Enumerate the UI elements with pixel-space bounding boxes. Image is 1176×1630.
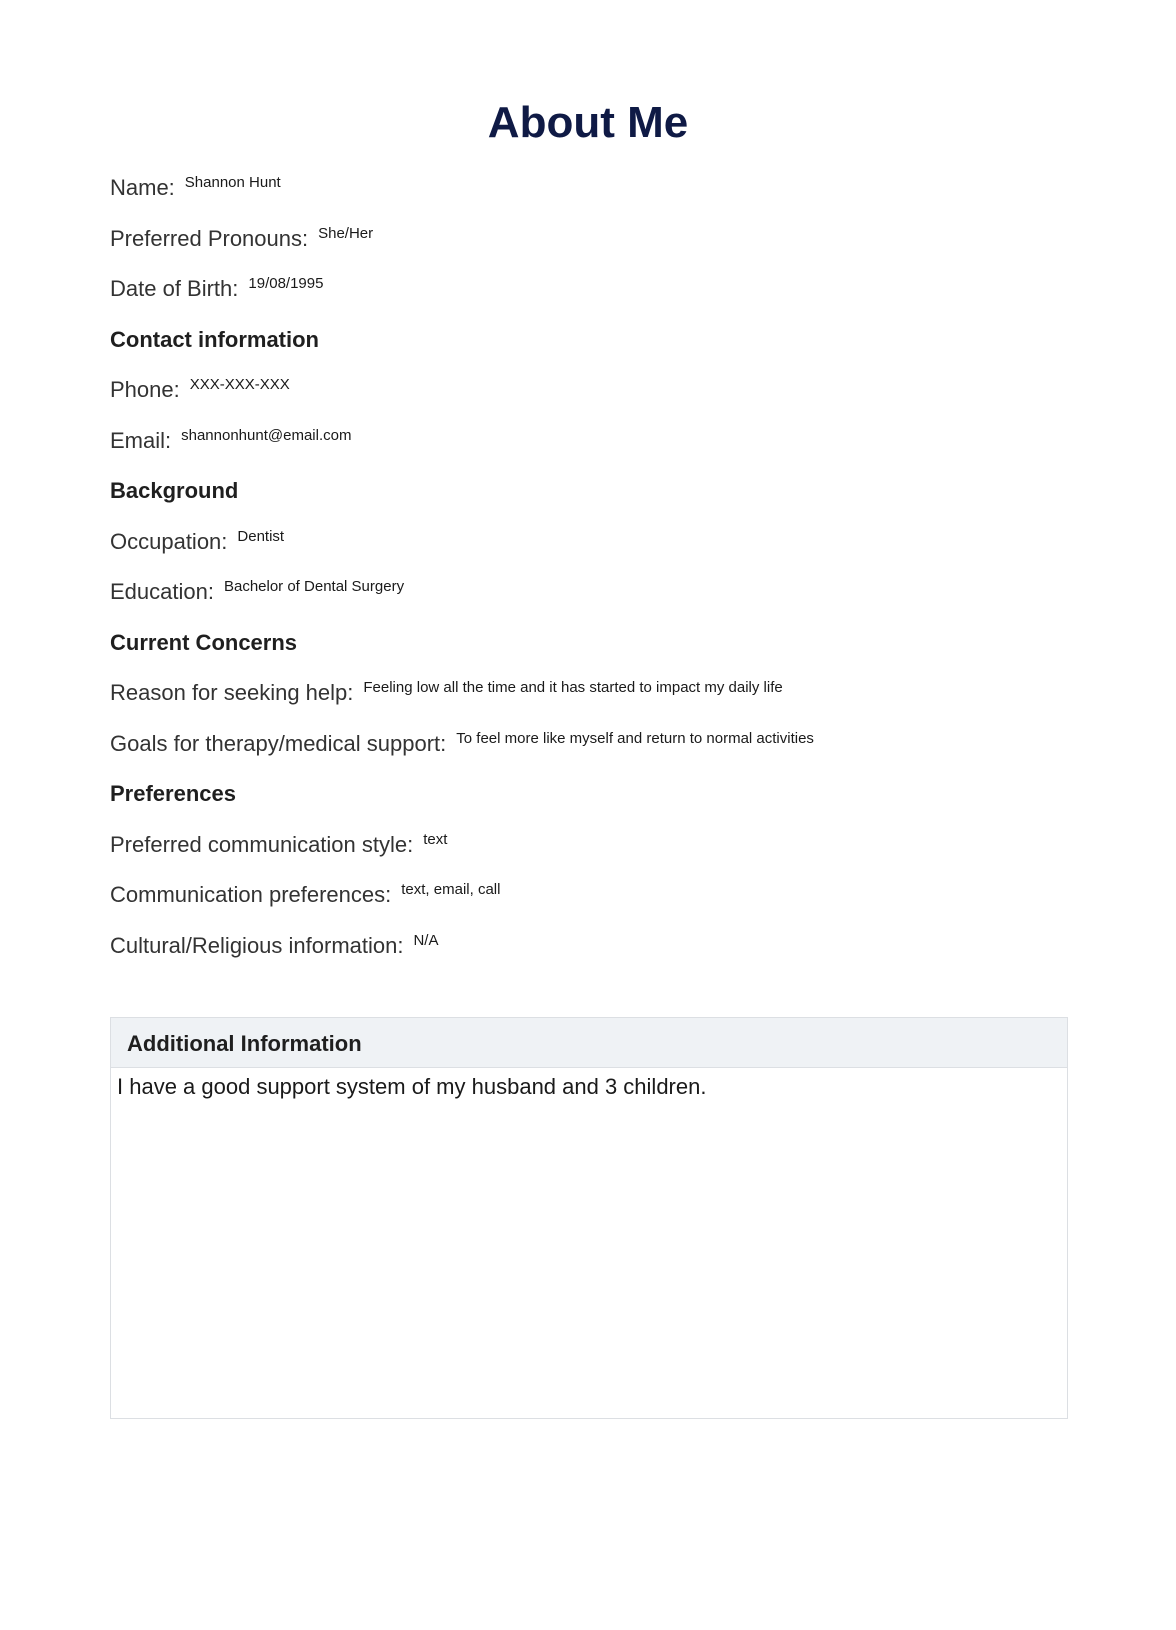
comm-preferences-value: text, email, call: [401, 881, 501, 898]
pronouns-field: [110, 224, 1068, 275]
education-label: Education:: [110, 579, 214, 604]
email-value: shannonhunt@email.com: [181, 426, 352, 444]
concerns-heading: Current Concerns: [110, 629, 298, 655]
occupation-field: [110, 527, 1068, 578]
cultural-value: N/A: [413, 931, 439, 949]
preferences-heading: Preferences: [110, 781, 236, 806]
page-title: About Me: [487, 98, 689, 147]
name-value: Shannon Hunt: [184, 174, 281, 191]
name-field: [110, 173, 1068, 224]
additional-info-heading: Additional Information: [111, 1018, 1067, 1068]
email-label: Email:: [110, 427, 172, 453]
education-value: Bachelor of Dental Surgery: [223, 578, 405, 595]
email-field: [110, 426, 1068, 477]
comm-style-value: text: [423, 830, 448, 848]
pronouns-value: She/Her: [318, 224, 374, 242]
additional-info-box: [110, 1017, 1068, 1419]
reason-field: [110, 678, 1068, 729]
phone-label: Phone:: [110, 377, 180, 402]
goals-value: To feel more like myself and return to normal activities: [456, 729, 814, 747]
pronouns-label: Preferred Pronouns:: [110, 225, 309, 251]
comm-style-label: Preferred communication style:: [110, 831, 414, 857]
comm-preferences-label: Communication preferences:: [110, 882, 392, 907]
dob-value: 19/08/1995: [248, 275, 324, 292]
dob-label: Date of Birth:: [110, 276, 239, 301]
cultural-field: [110, 931, 1068, 982]
occupation-label: Occupation:: [110, 528, 228, 554]
education-field: [110, 577, 1068, 628]
contact-heading: Contact information: [110, 326, 319, 352]
reason-value: Feeling low all the time and it has started to impact my daily life: [363, 679, 783, 696]
goals-label: Goals for therapy/medical support:: [110, 730, 447, 756]
name-label: Name:: [110, 175, 175, 200]
dob-field: [110, 274, 1068, 325]
comm-style-field: [110, 830, 1068, 881]
occupation-value: Dentist: [237, 527, 285, 545]
background-heading: Background: [110, 478, 239, 503]
phone-value: XXX-XXX-XXX: [189, 376, 290, 393]
comm-preferences-field: [110, 880, 1068, 931]
phone-field: [110, 375, 1068, 426]
additional-info-text: I have a good support system of my husband and 3 children.: [117, 1074, 707, 1099]
cultural-label: Cultural/Religious information:: [110, 932, 404, 958]
goals-field: [110, 729, 1068, 780]
form-content: [110, 173, 1068, 981]
reason-label: Reason for seeking help:: [110, 680, 354, 705]
